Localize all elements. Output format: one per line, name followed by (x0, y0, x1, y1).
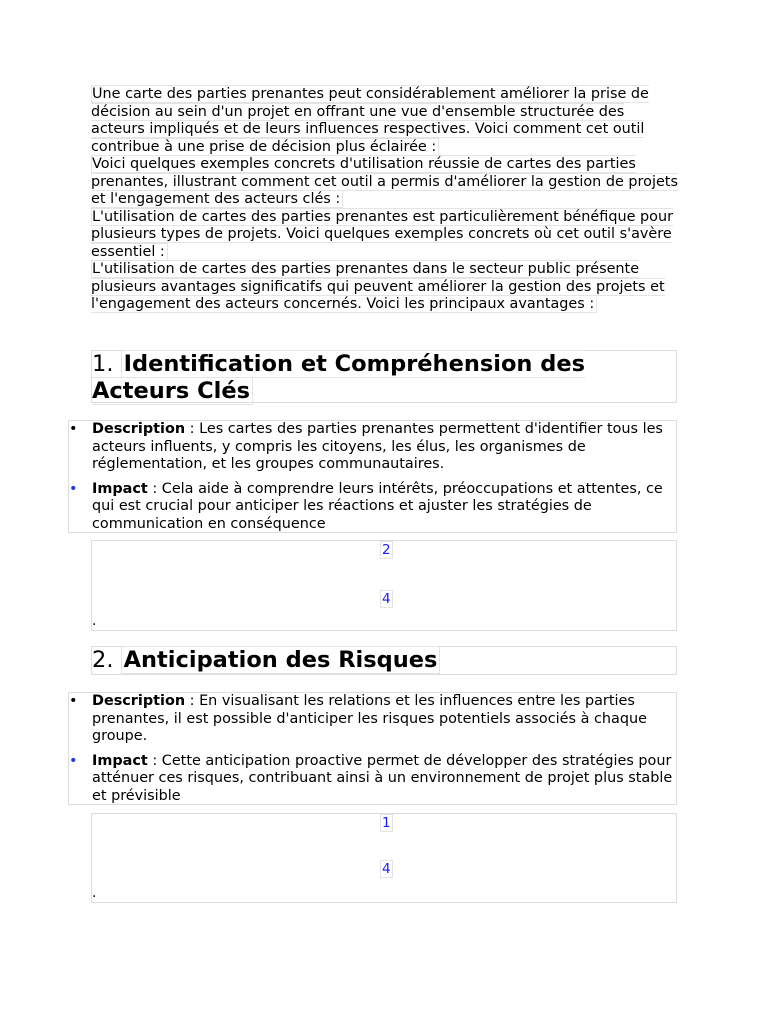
sentence-end: . (92, 885, 97, 901)
item-text: : Cela aide à comprendre leurs intérêts, préoccupations et attentes, ce qui est crucial pour anticiper les réactions et ajuster les stratégies de communication en conséquence (92, 480, 663, 532)
bullet-icon: • (69, 752, 78, 769)
section-1-references (91, 540, 677, 631)
item-label: Description (92, 693, 186, 709)
bullet-icon: • (69, 421, 78, 437)
list-item (69, 753, 676, 806)
bullet-icon: • (69, 693, 78, 709)
item-text: : Cette anticipation proactive permet de développer des stratégies pour atténuer ces risques, contribuant ainsi à un environnement de projet plus stable et prévisible (92, 752, 673, 804)
item-label: Description (92, 421, 186, 437)
intro-paragraphs (91, 86, 681, 314)
section-2-references (91, 813, 677, 903)
intro-paragraph-4: L'utilisation de cartes des parties prenantes dans le secteur public présente plusieurs avantages significatifs qui peuvent améliorer la gestion des projets et l'engagement des acteurs concernés. Voici les principaux avantages : (91, 261, 665, 312)
item-label: Impact (92, 480, 148, 497)
intro-paragraph-1: Une carte des parties prenantes peut considérablement améliorer la prise de décision au sein d'un projet en offrant une vue d'ensemble structurée des acteurs impliqués et de leurs influences respectives. Voici comment cet outil contribue à une prise de décision plus éclairée : (91, 86, 649, 155)
section-2-heading (91, 646, 677, 675)
section-2-title: Anticipation des Risques (121, 646, 441, 674)
section-1-list (68, 420, 677, 533)
reference-link[interactable]: 4 (382, 591, 391, 607)
list-item (69, 421, 676, 474)
section-2-number: 2. (92, 647, 114, 673)
list-item (69, 481, 676, 534)
section-1-heading (91, 350, 677, 403)
sentence-end: . (92, 613, 97, 629)
item-text: : En visualisant les relations et les influences entre les parties prenantes, il est possible d'anticiper les risques potentiels associés à chaque groupe. (92, 693, 647, 744)
reference-link[interactable]: 1 (382, 815, 391, 831)
section-1-title: Identification et Compréhension des Acteurs Clés (92, 351, 586, 404)
section-2-list (68, 692, 677, 805)
intro-paragraph-2: Voici quelques exemples concrets d'utilisation réussie de cartes des parties prenantes, illustrant comment cet outil a permis d'améliorer la gestion de projets et l'engagement des acteurs clés : (91, 156, 678, 207)
item-text: : Les cartes des parties prenantes permettent d'identifier tous les acteurs influents, y compris les citoyens, les élus, les organismes de réglementation, et les groupes communautaires. (92, 421, 663, 472)
bullet-icon: • (69, 480, 78, 497)
intro-paragraph-3: L'utilisation de cartes des parties prenantes est particulièrement bénéfique pour plusieurs types de projets. Voici quelques exemples concrets où cet outil s'avère essentiel : (91, 208, 673, 260)
section-1-number: 1. (92, 351, 114, 377)
list-item (69, 693, 676, 746)
reference-link[interactable]: 4 (382, 861, 391, 877)
item-label: Impact (92, 752, 148, 769)
reference-link[interactable]: 2 (382, 542, 391, 558)
